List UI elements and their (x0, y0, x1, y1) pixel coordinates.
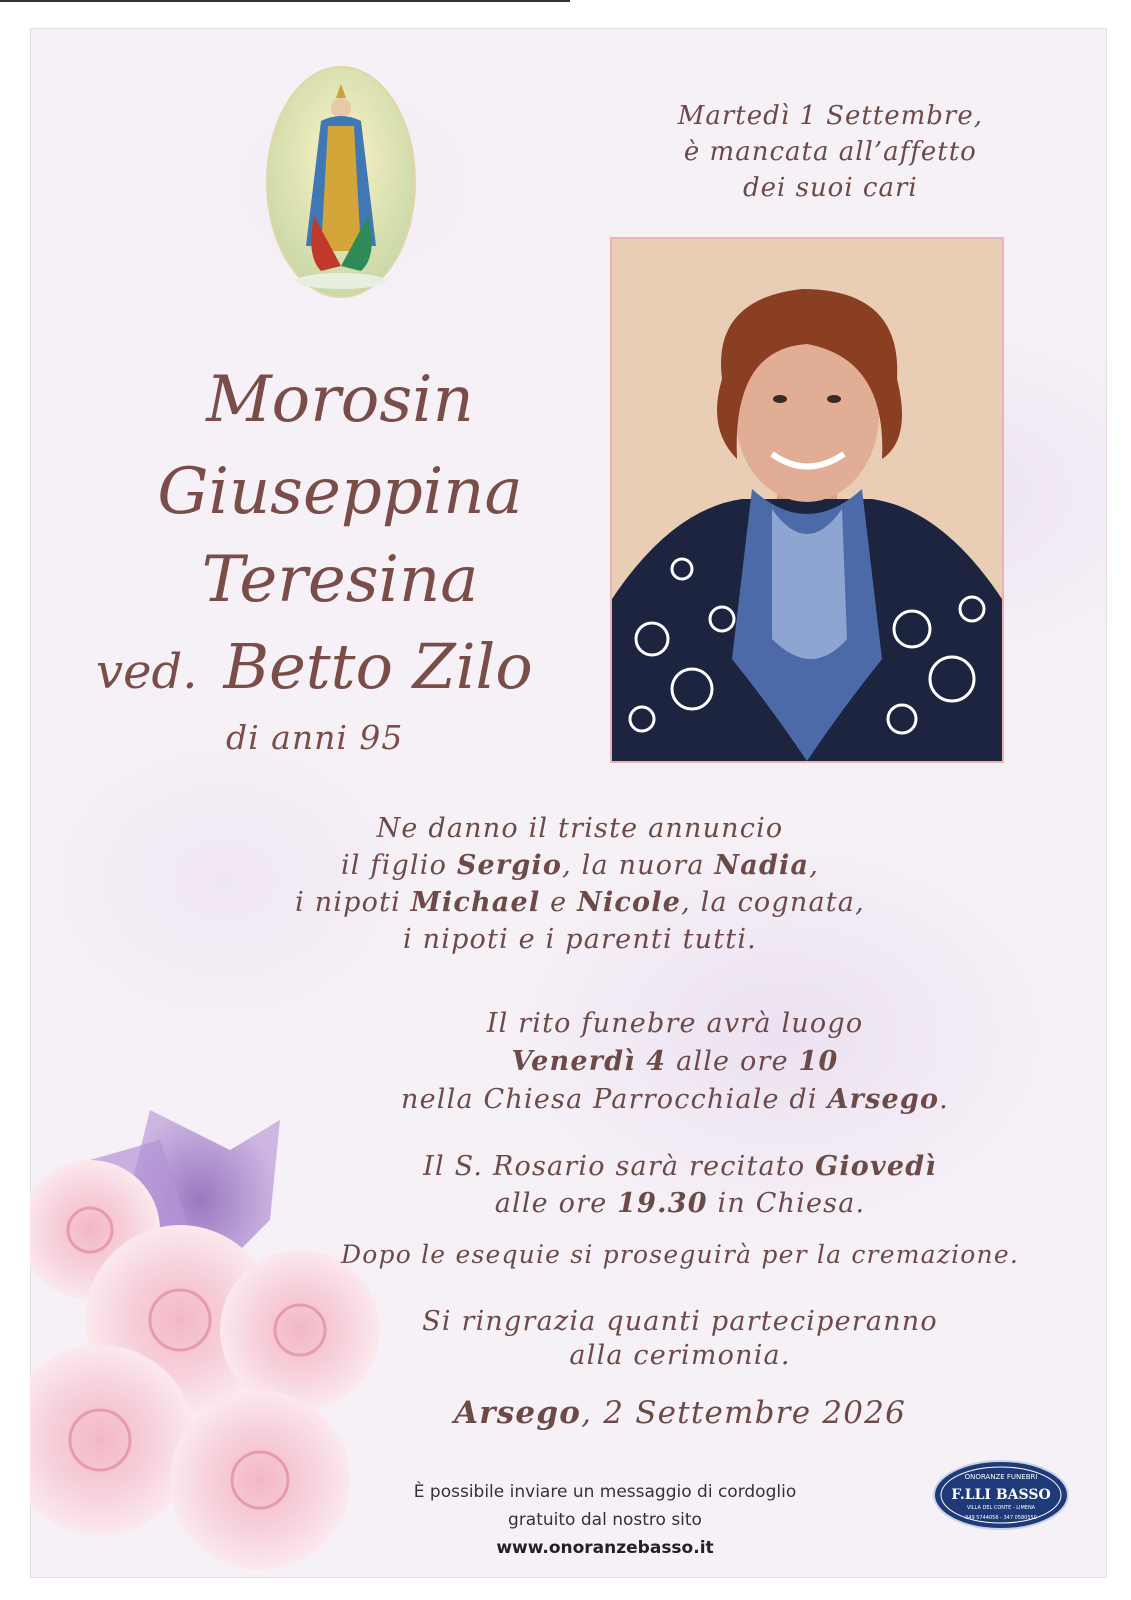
mourners-line: i nipoti e i parenti tutti. (403, 924, 757, 955)
thanks-line: alla cerimonia. (569, 1340, 791, 1371)
funeral-town: Arsego (827, 1084, 940, 1115)
granddaughter-name: Nicole (577, 887, 682, 918)
death-announcement (678, 98, 983, 206)
son-name: Sergio (456, 850, 563, 881)
website-link[interactable]: www.onoranzebasso.it (496, 1538, 714, 1558)
mourners-block (250, 810, 910, 958)
second-name: Teresina (201, 543, 479, 617)
thanks-block (380, 1305, 980, 1373)
funeral-line: Il rito funebre avrà luogo (486, 1008, 864, 1039)
madonna-image (266, 66, 416, 298)
roses-decoration (30, 1080, 390, 1576)
logo-sub: VILLA DEL CONTE - LIMENA (966, 1505, 1036, 1511)
funeral-hour: 10 (798, 1046, 839, 1077)
rosary-block (360, 1148, 1000, 1222)
logo-brand: F.LLI BASSO (951, 1487, 1051, 1503)
mourners-line: il figlio Sergio, la nuora Nadia, (340, 850, 820, 881)
footer-line: gratuito dal nostro sito www.onoranzebasso.it (496, 1510, 714, 1558)
daughter-in-law-name: Nadia (714, 850, 810, 881)
funeral-home-logo (932, 1459, 1070, 1531)
portrait-illustration (612, 239, 1002, 761)
married-name-line (96, 630, 533, 703)
announce-line: dei suoi cari (742, 173, 918, 203)
rosary-line: alle ore 19.30 in Chiesa. (494, 1188, 866, 1219)
rosary-day: Giovedì (815, 1151, 937, 1182)
surname: Morosin (206, 363, 474, 437)
rosary-hour: 19.30 (617, 1188, 708, 1219)
first-name: Giuseppina (157, 455, 523, 529)
grandson-name: Michael (410, 887, 541, 918)
date: , 2 Settembre 2026 (581, 1395, 906, 1431)
mourners-line: i nipoti Michael e Nicole, la cognata, (295, 887, 865, 918)
logo-phone: 049 5744056 - 347 0580550 (965, 1515, 1037, 1521)
thanks-line: Si ringrazia quanti parteciperanno (422, 1306, 938, 1337)
rosary-line: Il S. Rosario sarà recitato Giovedì (423, 1151, 937, 1182)
place: Arsego (453, 1395, 582, 1431)
announce-line: Martedì 1 Settembre, (677, 101, 983, 131)
married-name: Betto Zilo (223, 630, 533, 703)
mourners-line: Ne danno il triste annuncio (376, 813, 784, 844)
top-edge-line (0, 0, 570, 2)
place-date (400, 1395, 960, 1431)
funeral-block (350, 1005, 1000, 1119)
funeral-line: Venerdì 4 alle ore 10 (511, 1046, 839, 1077)
condolence-footer (405, 1478, 805, 1562)
widow-prefix: ved. (96, 644, 198, 700)
portrait-photo (610, 237, 1004, 763)
cremation-note: Dopo le esequie si proseguirà per la cremazione. (341, 1240, 1019, 1269)
age: di anni 95 (226, 718, 404, 757)
footer-line: È possibile inviare un messaggio di cordoglio (413, 1482, 797, 1502)
logo-top-text: ONORANZE FUNEBRI (964, 1473, 1038, 1481)
announce-line: è mancata all’affetto (683, 137, 977, 167)
funeral-day: Venerdì 4 (511, 1046, 667, 1077)
funeral-line: nella Chiesa Parrocchiale di Arsego. (401, 1084, 949, 1115)
